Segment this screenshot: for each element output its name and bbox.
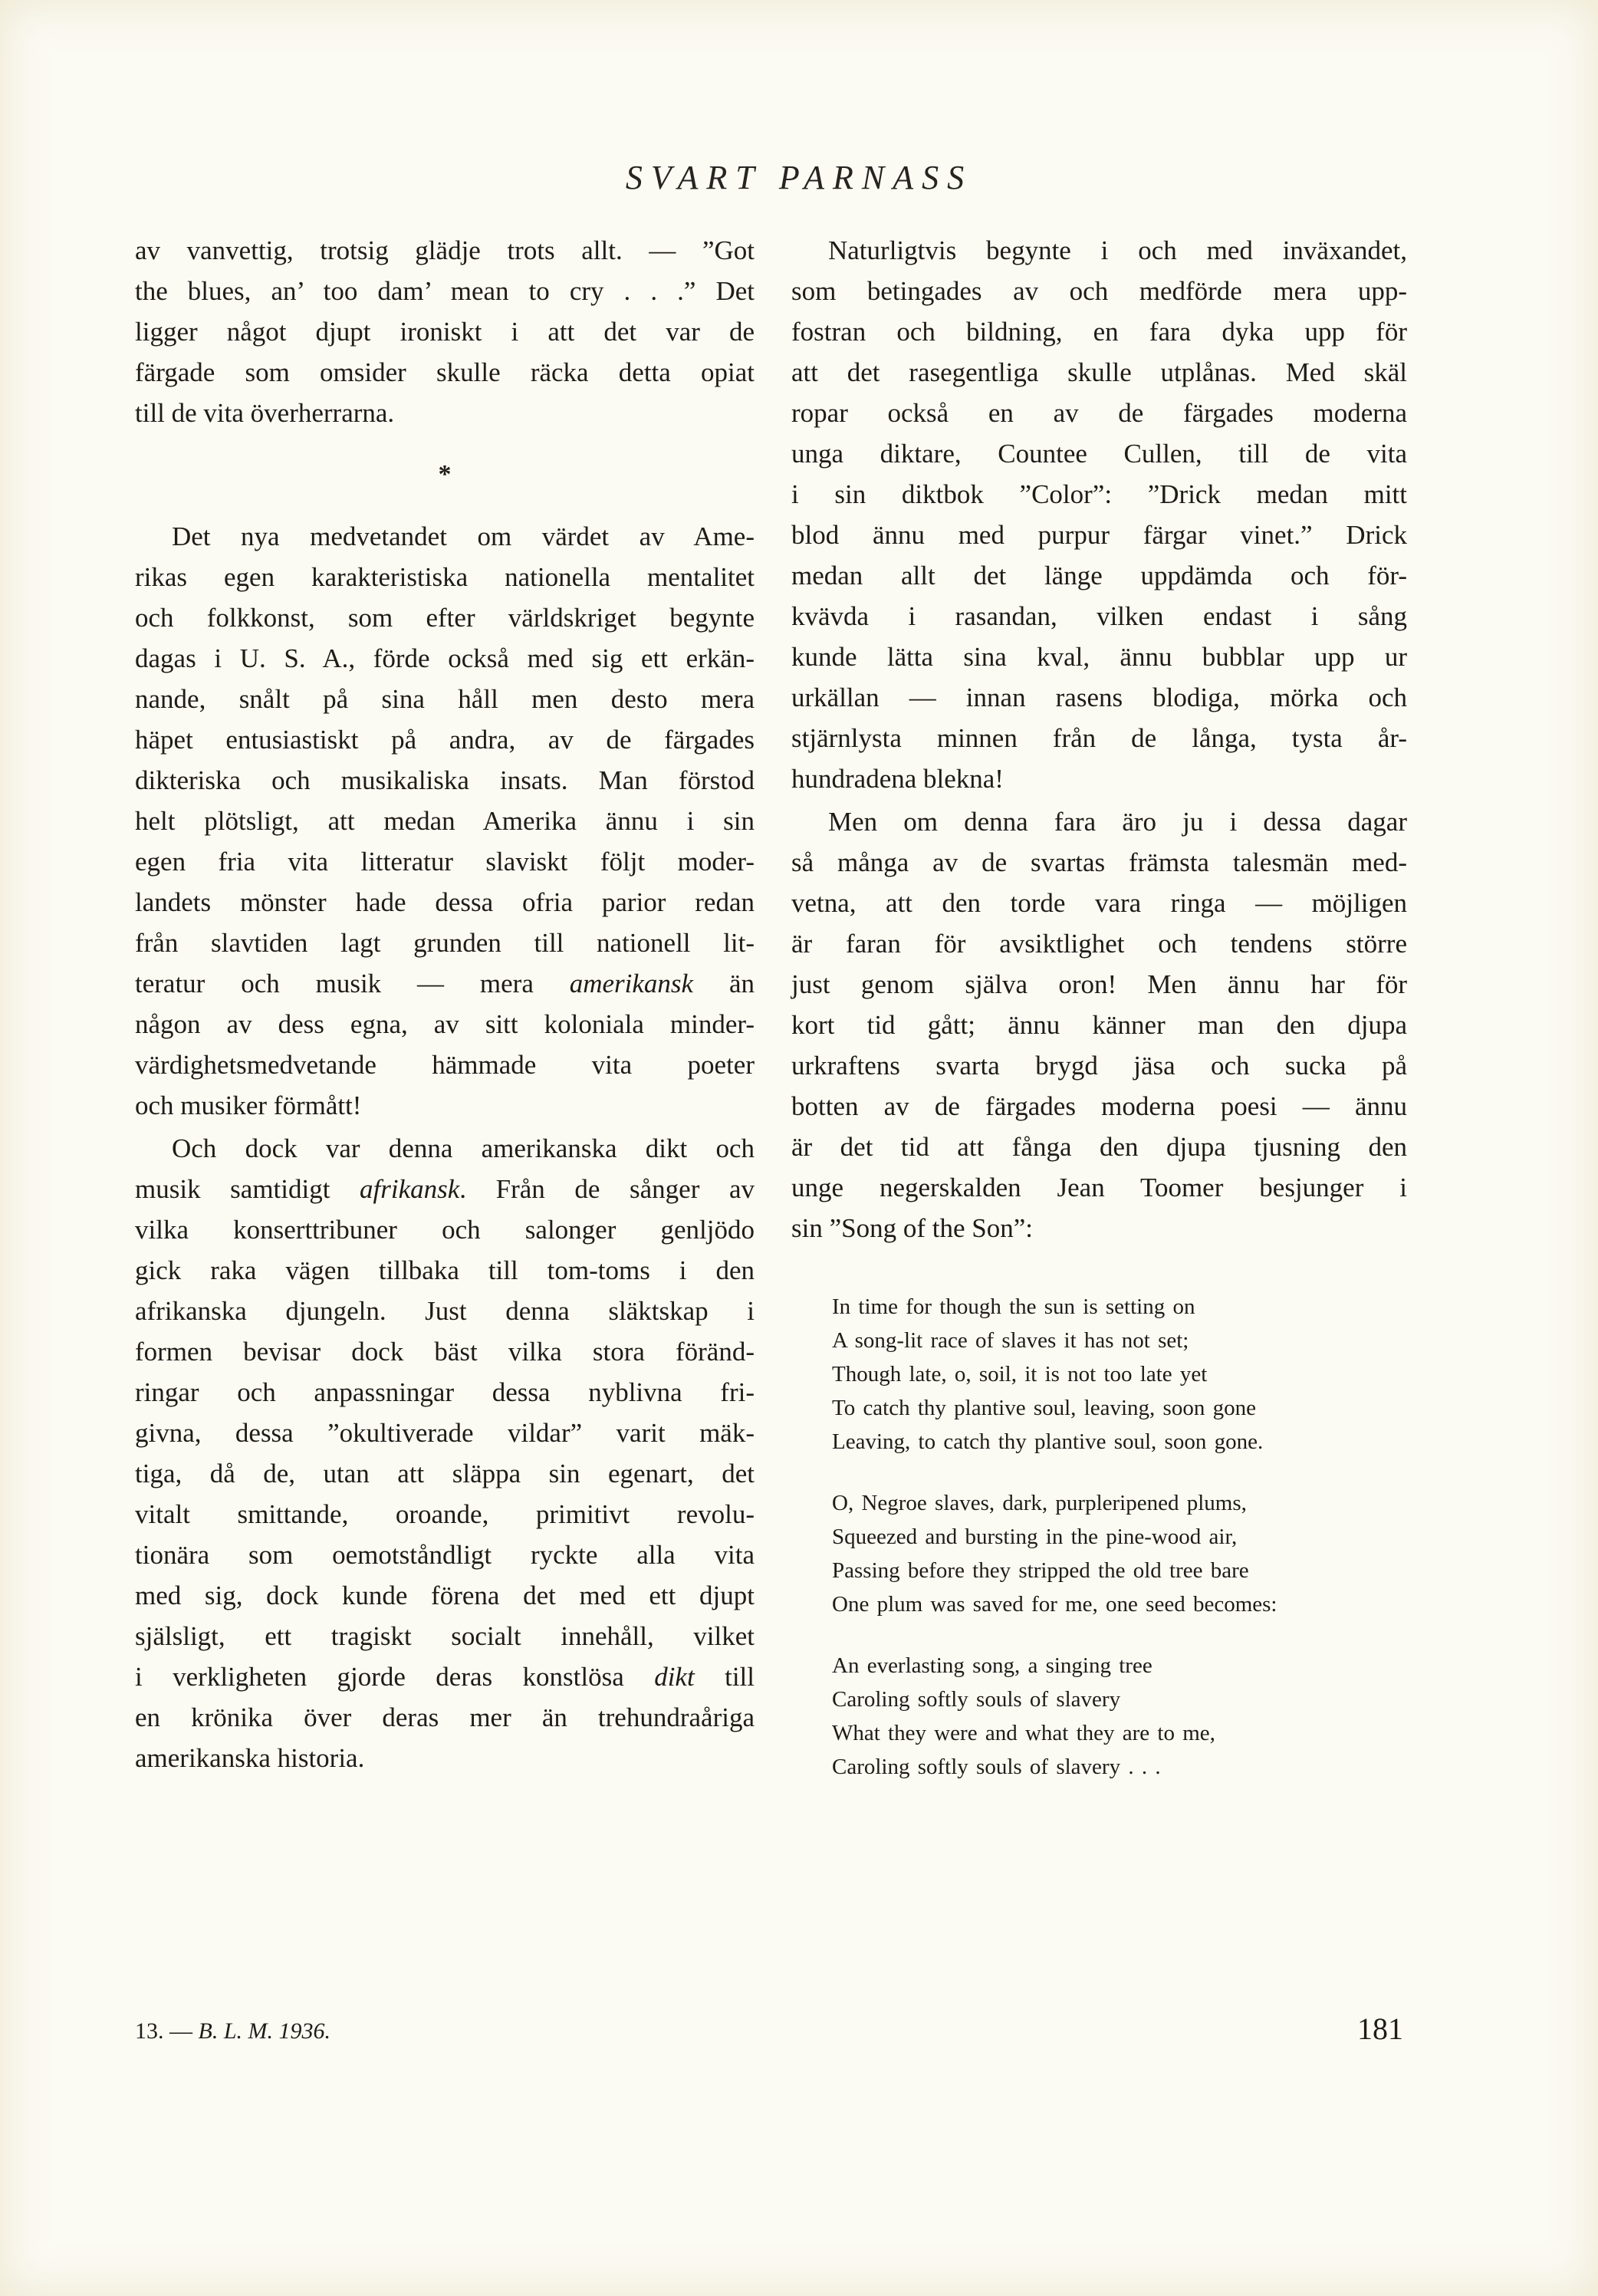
text-line	[135, 1575, 755, 1616]
text-run: värdighetsmedvetande hämmade vita poeter	[135, 1050, 755, 1080]
text-line	[135, 760, 755, 801]
text-run: än	[693, 969, 755, 998]
text-line	[791, 883, 1407, 923]
text-line	[791, 393, 1407, 433]
text-run: i sin diktbok ”Color”: ”Drick medan mitt	[791, 479, 1407, 509]
text-run: och musiker förmått!	[135, 1090, 362, 1120]
poem-line: Squeezed and bursting in the pine-wood air,	[832, 1525, 1238, 1549]
text-line	[135, 1128, 755, 1169]
signature-number: 13. —	[135, 2018, 199, 2044]
text-run: ringar och anpassningar dessa nyblivna fri-	[135, 1377, 755, 1407]
text-line	[135, 557, 755, 597]
text-run: med sig, dock kunde förena det med ett djupt	[135, 1581, 755, 1610]
text-line	[135, 801, 755, 841]
text-run: dikteriska och musikaliska insats. Man förstod	[135, 765, 755, 795]
text-line	[791, 474, 1407, 515]
text-line	[791, 555, 1407, 596]
text-line	[135, 1250, 755, 1291]
poem-line: One plum was saved for me, one seed becomes:	[832, 1592, 1277, 1617]
poem-line: A song-lit race of slaves it has not set;	[832, 1328, 1189, 1353]
poem-line: Caroling softly souls of slavery	[832, 1687, 1121, 1712]
text-run: landets mönster hade dessa ofria parior redan	[135, 887, 755, 917]
poem-quote	[832, 1290, 1407, 1811]
text-run: fostran och bildning, en fara dyka upp för	[791, 317, 1407, 347]
footer-signature	[135, 2018, 330, 2044]
text-line	[791, 1208, 1407, 1248]
text-run: teratur och musik — mera	[135, 969, 570, 998]
text-run: som betingades av och medförde mera upp-	[791, 276, 1407, 306]
text-run: av vanvettig, trotsig glädje trots allt. — ”Got	[135, 235, 755, 265]
text-run: urkällan — innan rasens blodiga, mörka och	[791, 683, 1407, 712]
text-line	[791, 1005, 1407, 1045]
text-run: och folkkonst, som efter världskriget begynte	[135, 603, 755, 633]
text-run: rikas egen karakteristiska nationella mentalitet	[135, 562, 755, 592]
text-line	[791, 758, 1407, 799]
text-run: är faran för avsiktlighet och tendens större	[791, 929, 1407, 959]
poem-line: What they were and what they are to me,	[832, 1721, 1215, 1745]
text-run: helt plötsligt, att medan Amerika ännu i sin	[135, 806, 755, 836]
text-line	[791, 842, 1407, 883]
text-run: Det nya medvetandet om värdet av Ame-	[172, 521, 755, 551]
text-run: nande, snålt på sina håll men desto mera	[135, 684, 755, 714]
text-line	[135, 963, 755, 1004]
text-run: formen bevisar dock bäst vilka stora föränd-	[135, 1337, 755, 1367]
text-run: egen fria vita litteratur slaviskt följt moder-	[135, 847, 755, 877]
poem-line: Caroling softly souls of slavery . . .	[832, 1755, 1161, 1779]
text-run: Men om denna fara äro ju i dessa dagar	[828, 807, 1407, 837]
text-run: botten av de färgades moderna poesi — ännu	[791, 1091, 1407, 1121]
text-line	[135, 882, 755, 923]
page-number: 181	[1357, 2011, 1403, 2046]
running-title: SVART PARNASS	[625, 159, 973, 196]
text-run: unga diktare, Countee Cullen, till de vita	[791, 439, 1407, 469]
text-line	[135, 1085, 755, 1126]
text-run: just genom själva oron! Men ännu har för	[791, 969, 1407, 999]
text-line	[791, 1086, 1407, 1127]
text-run: hundradena blekna!	[791, 764, 1004, 794]
text-line	[791, 515, 1407, 555]
text-line	[135, 352, 755, 393]
poem-line: To catch thy plantive soul, leaving, soon gone	[832, 1396, 1256, 1420]
text-run: the blues, an’ too dam’ mean to cry . . .” Det	[135, 276, 755, 306]
text-line	[135, 516, 755, 557]
paragraph	[791, 801, 1407, 1248]
italic-text: afrikansk	[360, 1174, 460, 1204]
poem-line: Leaving, to catch thy plantive soul, soon gone.	[832, 1429, 1264, 1454]
text-run: så många av de svartas främsta talesmän med-	[791, 847, 1407, 877]
text-line	[135, 1535, 755, 1575]
text-run: sin ”Song of the Son”:	[791, 1213, 1033, 1243]
text-line	[791, 718, 1407, 758]
poem-stanza	[832, 1486, 1407, 1621]
text-run: . Från de sånger av	[459, 1174, 755, 1204]
text-line	[135, 1453, 755, 1494]
text-run: dagas i U. S. A., förde också med sig ett erkän-	[135, 643, 755, 673]
text-line	[135, 1331, 755, 1372]
text-run: att det rasegentliga skulle utplånas. Med skäl	[791, 357, 1407, 387]
text-run: afrikanska djungeln. Just denna släktskap i	[135, 1296, 755, 1326]
text-line	[135, 311, 755, 352]
text-run: en krönika över deras mer än trehundraåriga	[135, 1702, 755, 1732]
text-run: till de vita överherrarna.	[135, 398, 395, 428]
text-line	[791, 677, 1407, 718]
text-run: kvävda i rasandan, vilken endast i sång	[791, 601, 1407, 631]
text-run: själsligt, ett tragiskt socialt innehåll, vilket	[135, 1621, 755, 1651]
text-run: häpet entusiastiskt på andra, av de färgades	[135, 725, 755, 755]
text-run: kort tid gått; ännu känner man den djupa	[791, 1010, 1407, 1040]
text-line	[135, 230, 755, 271]
text-run: tiga, då de, utan att släppa sin egenart, det	[135, 1459, 755, 1488]
text-line	[791, 801, 1407, 842]
text-line	[135, 1044, 755, 1085]
text-run: stjärnlysta minnen från de långa, tysta år-	[791, 723, 1407, 753]
poem-line: Passing before they stripped the old tree bare	[832, 1558, 1249, 1583]
poem-stanza	[832, 1290, 1407, 1459]
paragraph	[135, 516, 755, 1126]
text-line	[135, 1494, 755, 1535]
text-line	[791, 1127, 1407, 1167]
poem-line: In time for though the sun is setting on	[832, 1294, 1195, 1319]
text-line	[791, 311, 1407, 352]
italic-text: amerikansk	[569, 969, 694, 998]
text-line	[135, 1169, 755, 1209]
text-line	[135, 1004, 755, 1044]
text-line	[135, 638, 755, 679]
text-line	[791, 271, 1407, 311]
text-run: från slavtiden lagt grunden till nationell lit-	[135, 928, 755, 958]
text-line	[135, 271, 755, 311]
poem-line: Though late, o, soil, it is not too late yet	[832, 1362, 1208, 1386]
text-line	[135, 841, 755, 882]
text-run: musik samtidigt	[135, 1174, 360, 1204]
journal-name: B. L. M. 1936.	[198, 2018, 330, 2044]
text-run: till	[694, 1662, 755, 1692]
text-run: är det tid att fånga den djupa tjusning den	[791, 1132, 1407, 1162]
text-line	[791, 636, 1407, 677]
text-line	[135, 1209, 755, 1250]
text-run: färgade som omsider skulle räcka detta opiat	[135, 357, 755, 387]
text-line	[135, 1656, 755, 1697]
poem-line: O, Negroe slaves, dark, purpleripened plums,	[832, 1491, 1247, 1515]
text-run: Och dock var denna amerikanska dikt och	[172, 1133, 755, 1163]
text-run: gick raka vägen tillbaka till tom-toms i den	[135, 1255, 755, 1285]
text-line	[791, 596, 1407, 636]
text-line	[791, 1167, 1407, 1208]
text-line	[135, 393, 755, 433]
text-run: kunde lätta sina kval, ännu bubblar upp ur	[791, 642, 1407, 672]
italic-text: dikt	[654, 1662, 695, 1692]
text-run: medan allt det länge uppdämda och för-	[791, 561, 1407, 590]
text-line	[791, 433, 1407, 474]
text-line	[135, 923, 755, 963]
text-run: amerikanska historia.	[135, 1743, 365, 1773]
text-run: vitalt smittande, oroande, primitivt revolu-	[135, 1499, 755, 1529]
text-run: Naturligtvis begynte i och med inväxandet,	[828, 235, 1407, 265]
text-run: blod ännu med purpur färgar vinet.” Drick	[791, 520, 1407, 550]
text-run: någon av dess egna, av sitt koloniala minder-	[135, 1009, 755, 1039]
text-line	[791, 923, 1407, 964]
text-run: urkraftens svarta brygd jäsa och sucka på	[791, 1051, 1407, 1081]
paragraph	[135, 1128, 755, 1778]
paragraph	[791, 230, 1407, 799]
text-line	[135, 1697, 755, 1738]
text-line	[791, 1045, 1407, 1086]
text-run: vilka konserttribuner och salonger genljödo	[135, 1215, 755, 1245]
text-line	[135, 1413, 755, 1453]
paragraph	[135, 230, 755, 433]
text-run: unge negerskalden Jean Toomer besjunger i	[791, 1173, 1407, 1202]
text-line	[135, 597, 755, 638]
text-line	[135, 679, 755, 719]
text-run: i verkligheten gjorde deras konstlösa	[135, 1662, 655, 1692]
poem-stanza	[832, 1649, 1407, 1784]
text-line	[135, 1616, 755, 1656]
text-line	[791, 352, 1407, 393]
text-line	[135, 1738, 755, 1778]
section-separator: *	[438, 460, 452, 488]
text-run: ligger något djupt ironiskt i att det var de	[135, 317, 755, 347]
text-run: vetna, att den torde vara ringa — möjligen	[791, 888, 1407, 918]
text-line	[791, 230, 1407, 271]
text-line	[791, 964, 1407, 1005]
text-line	[135, 1372, 755, 1413]
text-run: givna, dessa ”okultiverade vildar” varit mäk-	[135, 1418, 755, 1448]
text-run: ropar också en av de färgades moderna	[791, 398, 1407, 428]
text-run: tionära som oemotståndligt ryckte alla vita	[135, 1540, 755, 1570]
text-line	[135, 719, 755, 760]
poem-line: An everlasting song, a singing tree	[832, 1653, 1152, 1678]
text-line	[135, 1291, 755, 1331]
